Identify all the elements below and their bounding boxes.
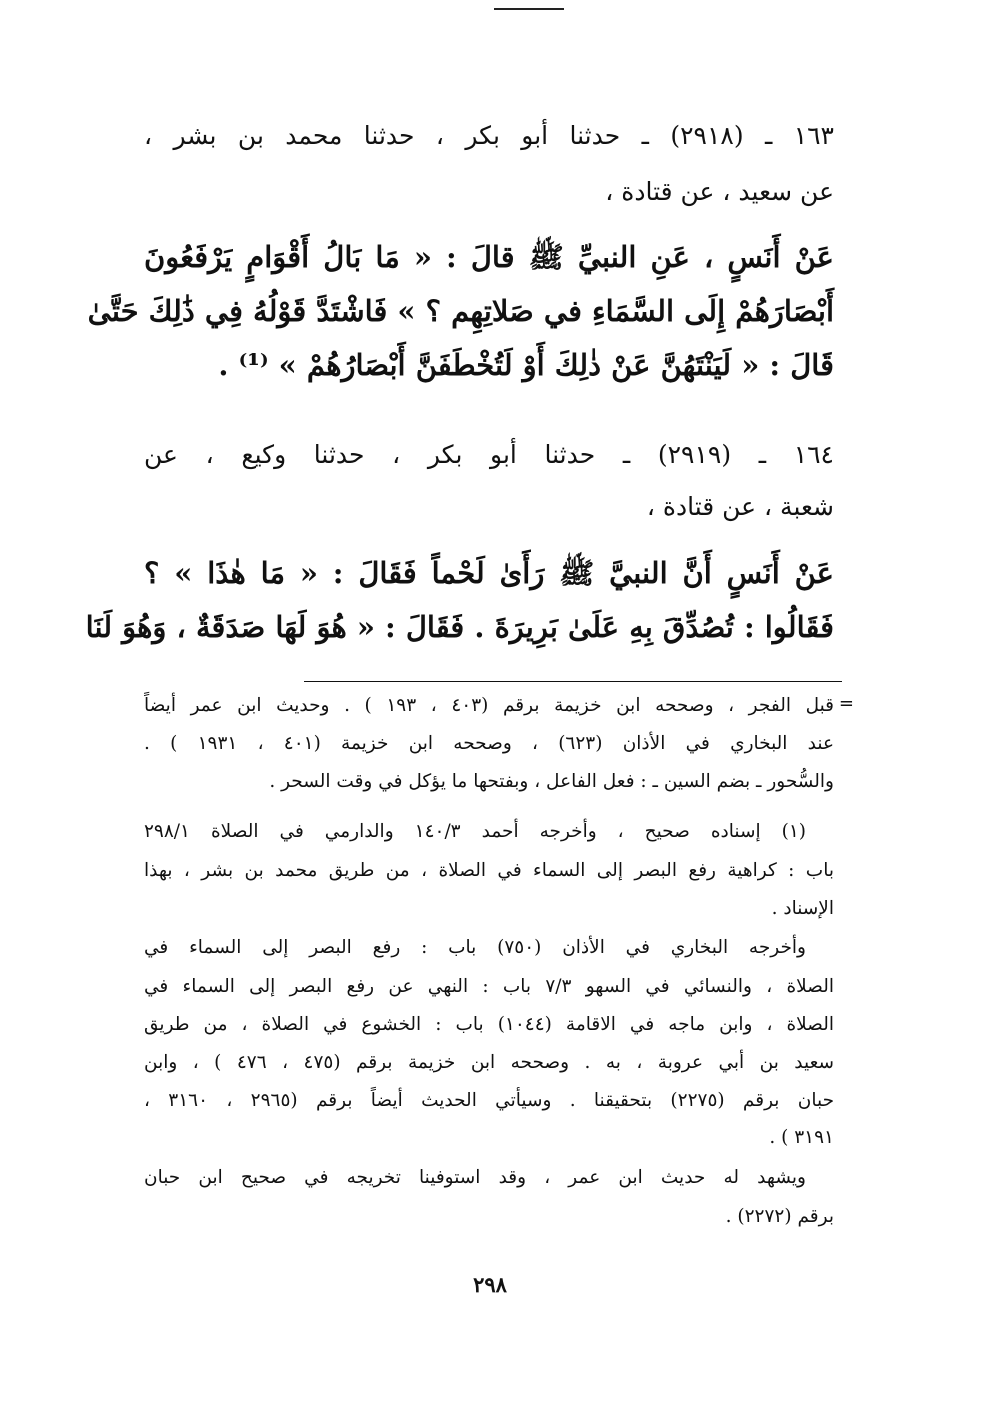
footnote-prev-line-3: والسُّحور ـ بضم السين ـ : فعل الفاعل ، وبفتحها ما يؤكل في وقت السحر . xyxy=(269,771,834,792)
hadith-163-matn-line-1: عَنْ أَنَسٍ ، عَنِ النبيِّ ﷺ قالَ : « مَا بَالُ أَقْوَامٍ يَرْفَعُونَ xyxy=(144,240,834,274)
hadith-164-isnad-line-1: ١٦٤ ـ (٢٩١٩) ـ حدثنا أبو بكر ، حدثنا وكيع ، عن xyxy=(144,440,834,469)
footnote-1b-line-1: وأخرجه البخاري في الأذان (٧٥٠) باب : رفع البصر إلى السماء في xyxy=(144,937,806,958)
page-number: ٢٩٨ xyxy=(473,1272,507,1297)
top-rule xyxy=(494,8,564,10)
hadith-164-matn-line-2: فَقَالُوا : تُصُدِّقَ بِهِ عَلَىٰ بَرِيرَةَ . فَقَالَ : « هُوَ لَهَا صَدَقَةٌ ، وَهُوَ لَنَا xyxy=(85,610,834,644)
hadith-163-matn-line-2: أَبْصَارَهُمْ إِلَى السَّمَاءِ في صَلاتِهِم ؟ » فَاشْتَدَّ قَوْلُهُ فِي ذَٰلِكَ حَتَّىٰ xyxy=(87,294,834,328)
footnote-separator xyxy=(304,681,842,682)
footnote-1b-line-6: ٣١٩١ ) . xyxy=(769,1127,834,1148)
footnote-1-line-3: الإسناد . xyxy=(771,898,834,919)
footnote-prev-line-2: عند البخاري في الأذان (٦٢٣) ، وصححه ابن خزيمة (٤٠١ ، ١٩٣١ ) . xyxy=(144,733,835,754)
footnote-prev-line-1: قبل الفجر ، وصححه ابن خزيمة برقم (٤٠٣ ، ١٩٣ ) . وحديث ابن عمر أيضاً xyxy=(144,695,835,716)
hadith-164-matn-line-1: عَنْ أَنَسٍ أَنَّ النبيَّ ﷺ رَأَىٰ لَحْماً فَقَالَ : « مَا هٰذَا » ؟ xyxy=(144,556,834,590)
footnote-1c-line-1: ويشهد له حديث ابن عمر ، وقد استوفينا تخريجه في صحيح ابن حبان xyxy=(144,1167,806,1188)
footnote-1b-line-2: الصلاة ، والنسائي في السهو ٧/٣ باب : النهي عن رفع البصر إلى السماء في xyxy=(144,976,834,997)
hadith-163-isnad-line-1: ١٦٣ ـ (٢٩١٨) ـ حدثنا أبو بكر ، حدثنا محمد بن بشر ، xyxy=(144,121,834,150)
footnote-1-line-2: باب : كراهية رفع البصر إلى السماء في الصلاة ، من طريق محمد بن بشر ، بهذا xyxy=(144,860,834,881)
footnote-1b-line-5: حبان برقم (٢٢٧٥) بتحقيقنا . وسيأتي الحديث أيضاً برقم (٢٩٦٥ ، ٣١٦٠ ، xyxy=(144,1090,835,1111)
hadith-163-matn-line-3: قَالَ : « لَيَنْتَهُنَّ عَنْ ذٰلِكَ أَوْ لَتُخْطَفَنَّ أَبْصَارُهُمْ » ⁽¹⁾ . xyxy=(218,348,834,382)
footnote-1-line-1: (١) إسناده صحيح ، وأخرجه أحمد ١٤٠/٣ والدارمي في الصلاة ٢٩٨/١ xyxy=(144,821,806,842)
hadith-163-isnad-line-2: عن سعيد ، عن قتادة ، xyxy=(605,177,834,206)
footnote-1b-line-3: الصلاة ، وابن ماجه في الاقامة (١٠٤٤) باب : الخشوع في الصلاة ، من طريق xyxy=(144,1014,834,1035)
footnote-1c-line-2: برقم (٢٢٧٢) . xyxy=(725,1206,834,1227)
continuation-mark: = xyxy=(838,693,854,714)
footnote-1b-line-4: سعيد بن أبي عروبة ، به . وصححه ابن خزيمة برقم (٤٧٥ ، ٤٧٦ ) ، وابن xyxy=(144,1052,835,1073)
hadith-164-isnad-line-2: شعبة ، عن قتادة ، xyxy=(646,492,834,521)
